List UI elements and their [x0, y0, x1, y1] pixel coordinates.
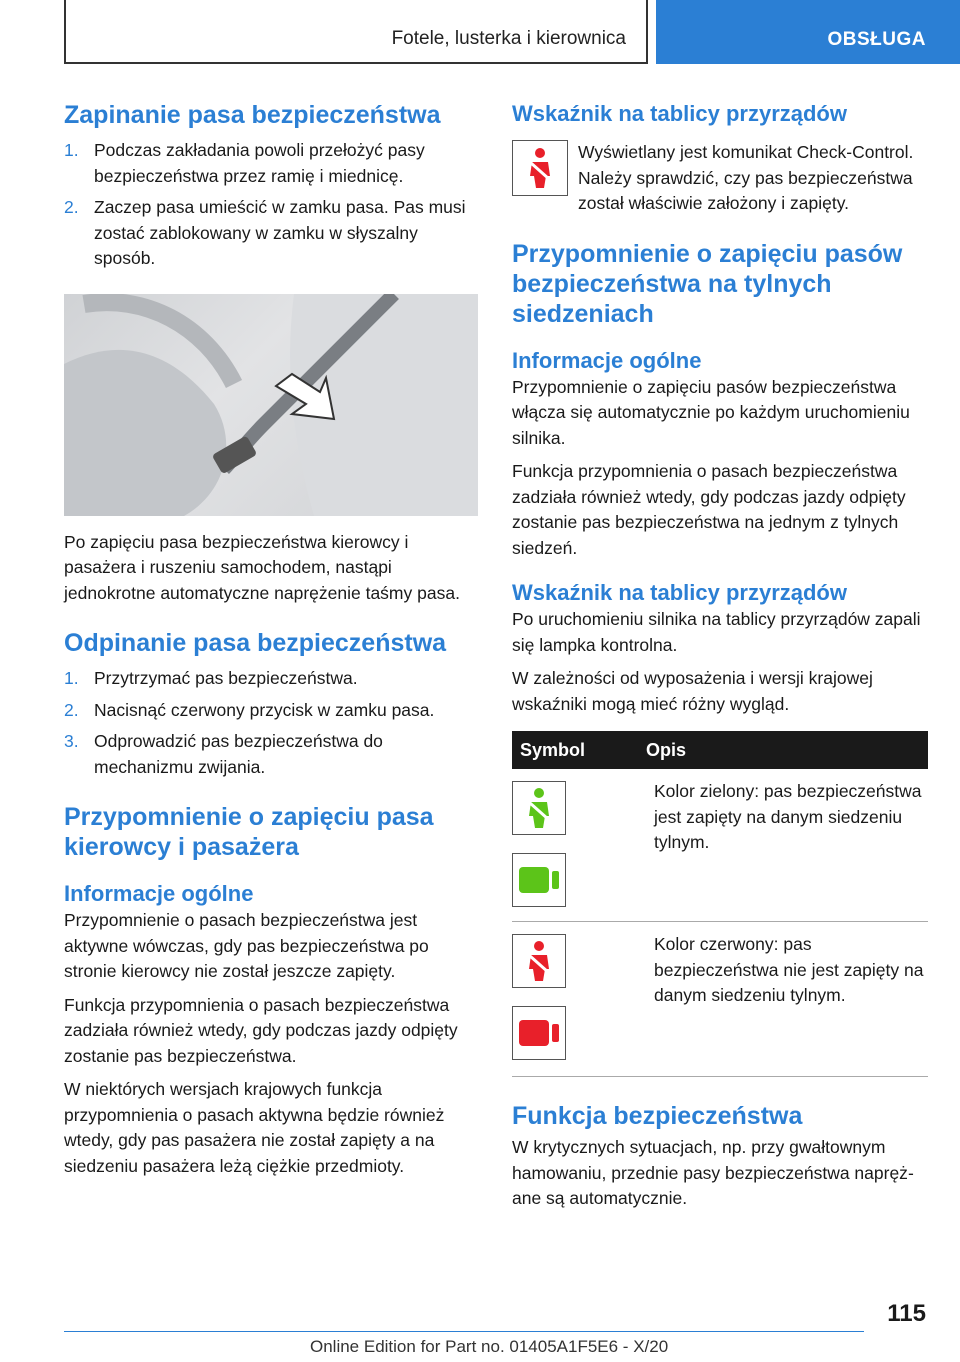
table-header-row — [512, 731, 928, 769]
heading-driver-reminder: Przypomnienie o zapięciu pasa kierowcy i pasażera — [64, 803, 434, 861]
rear-para-4: W zależności od wyposażenia i wersji krajowej wskaźniki mogą mieć różny wygląd. — [512, 668, 873, 714]
rear-para-1: Przypomnienie o zapięciu pasów bezpieczeństwa włącza się automatycznie po każdym uruchomieniu silnika. — [512, 376, 910, 448]
symbol-table — [512, 731, 928, 1077]
heading-general-info-right: Informacje ogólne — [512, 347, 702, 373]
header-section-title: Fotele, lusterka i kierownica — [391, 28, 626, 49]
unfasten-step-3: 3. Odprowadzić pas bezpieczeństwa do mechanizmu zwijania. — [64, 731, 383, 777]
heading-fasten-belt: Zapinanie pasa bezpieczeństwa — [64, 101, 441, 129]
table-row — [512, 769, 928, 922]
fasten-step-2: 2. Zaczep pasa umieścić w zamku pasa. Pas musi zostać zablokowany w zamku w słyszalny sposób. — [64, 197, 466, 268]
seatbelt-warning-icon — [512, 140, 568, 196]
table-col-symbol: Symbol — [512, 731, 638, 769]
heading-safety-function: Funkcja bezpieczeństwa — [512, 1102, 803, 1130]
footer-rule — [64, 1331, 864, 1332]
reminder-para-1: Przypomnienie o pasach bezpieczeństwa jest aktywne wówczas, gdy pas bezpieczeństwa po stronie kierowcy nie został jeszcze zapięty. — [64, 910, 429, 981]
heading-indicator-2: Wskaźnik na tablicy przyrządów — [512, 580, 847, 605]
fasten-step-1: 1. Podczas zakładania powoli przełożyć pasy bezpieczeństwa przez ramię i miednicę. — [64, 140, 425, 186]
page-number: 115 — [887, 1300, 926, 1327]
indicator-block — [512, 140, 928, 217]
seatbelt-illustration — [64, 294, 478, 516]
unfasten-step-2: 2. Nacisnąć czerwony przycisk w zamku pasa. — [64, 699, 435, 720]
footer-edition: Online Edition for Part no. 01405A1F5E6 - X/20 — [310, 1337, 669, 1356]
rear-seat-green-icon — [512, 853, 566, 907]
header-chapter-label: OBSŁUGA — [827, 29, 926, 50]
header-chapter-tab — [656, 0, 960, 64]
header-section-box — [64, 0, 648, 64]
unfasten-steps — [64, 666, 478, 780]
fasten-steps — [64, 138, 478, 272]
rear-para-2: Funkcja przypomnienia o pasach bezpieczeństwa zadziała również wtedy, gdy podczas jazdy odpięty zostanie pas bezpieczeństwa na jednym z tylnych siedzeń. — [512, 461, 906, 558]
heading-indicator: Wskaźnik na tablicy przyrządów — [512, 101, 847, 126]
seatbelt-photo — [64, 294, 478, 516]
heading-rear-reminder: Przypomnienie o zapięciu pasów bezpieczeństwa na tylnych siedzeniach — [512, 239, 903, 328]
heading-general-info: Informacje ogólne — [64, 881, 254, 906]
after-photo-text: Po zapięciu pasa bezpieczeństwa kierowcy i pasażera i ruszeniu samochodem, nastąpi jednokrotne automatyczne naprężenie taśmy pasa. — [64, 531, 460, 603]
unfasten-step-1: 1. Przytrzymać pas bezpieczeństwa. — [64, 668, 358, 688]
table-col-desc: Opis — [638, 731, 928, 769]
seatbelt-green-icon — [512, 781, 566, 835]
rear-seat-red-icon — [512, 1006, 566, 1060]
table-cell-desc: Kolor zielony: pas bezpieczeństwa jest zapięty na danym siedzeniu tylnym. — [638, 769, 928, 922]
left-column — [64, 100, 478, 1179]
table-cell-desc: Kolor czerwony: pas bezpieczeństwa nie jest zapięty na danym siedzeniu tylnym. — [638, 922, 928, 1077]
reminder-para-3: W niektórych wersjach krajowych funkcja przypomnienia o pasach aktywna będzie również wtedy, gdy pas pasażera nie został zapięty a na siedzeniu pasażera leżą ciężkie przedmioty. — [64, 1079, 445, 1176]
function-para: W krytycznych sytuacjach, np. przy gwałtownym hamowaniu, przednie pasy bezpieczeństwa naprężane są automatycznie. — [512, 1137, 914, 1208]
indicator-text: Wyświetlany jest komunikat Check-Control. Należy sprawdzić, czy pas bezpieczeństwa został właściwie założony i zapięty. — [578, 142, 914, 213]
table-row — [512, 922, 928, 1077]
right-column — [512, 100, 928, 1212]
heading-unfasten-belt: Odpinanie pasa bezpieczeństwa — [64, 629, 447, 657]
seatbelt-red-icon — [512, 934, 566, 988]
reminder-para-2: Funkcja przypomnienia o pasach bezpieczeństwa zadziała również wtedy, gdy podczas jazdy odpięty zostanie pas bezpieczeństwa. — [64, 994, 458, 1066]
rear-para-3: Po uruchomieniu silnika na tablicy przyrządów zapali się lampka kontrolna. — [512, 609, 921, 655]
